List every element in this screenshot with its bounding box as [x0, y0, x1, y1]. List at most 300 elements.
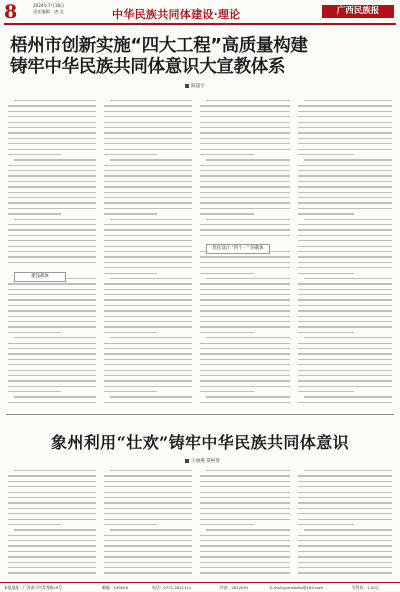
text-line [8, 181, 96, 182]
text-line [8, 251, 96, 252]
text-line [8, 402, 96, 403]
article2-column-2 [104, 470, 192, 578]
text-line [200, 486, 290, 487]
text-line [104, 289, 192, 290]
text-line [200, 267, 290, 268]
text-line [104, 202, 192, 203]
text-line [8, 143, 96, 144]
text-line [110, 337, 192, 338]
text-line [200, 567, 290, 568]
text-line [200, 138, 290, 139]
text-line [8, 572, 96, 573]
text-line [104, 556, 192, 557]
text-line [104, 567, 192, 568]
text-line [298, 154, 354, 155]
article2-byline [185, 458, 220, 464]
text-line [200, 235, 290, 236]
byline-square-icon [185, 459, 189, 463]
text-line [200, 497, 290, 498]
text-line [8, 165, 96, 166]
text-line [8, 475, 96, 476]
text-line [200, 122, 290, 123]
text-line [206, 159, 290, 160]
subhead-box: 优化设计 “四个一” 的载体 [206, 244, 270, 254]
text-line [8, 127, 96, 128]
text-line [8, 235, 96, 236]
text-line [8, 359, 96, 360]
text-line [298, 192, 392, 193]
text-line [298, 348, 392, 349]
text-line [200, 343, 290, 344]
text-line [104, 343, 192, 344]
text-line [104, 364, 192, 365]
text-line [8, 332, 61, 333]
text-line [298, 299, 392, 300]
text-line [298, 524, 354, 525]
text-line [298, 235, 392, 236]
text-line [8, 519, 96, 520]
text-line [14, 100, 96, 101]
text-line [104, 283, 192, 284]
text-line [104, 513, 192, 514]
text-line [104, 235, 192, 236]
text-line [200, 289, 290, 290]
text-line [200, 535, 290, 536]
text-line [298, 486, 392, 487]
text-line [200, 229, 290, 230]
text-line [298, 370, 392, 371]
text-line [200, 127, 290, 128]
text-line [8, 497, 96, 498]
text-line [14, 219, 96, 220]
text-line [298, 375, 392, 376]
text-line [304, 470, 392, 471]
text-line [200, 186, 290, 187]
text-line [8, 348, 96, 349]
text-line [298, 567, 392, 568]
text-line [200, 256, 290, 257]
text-line [298, 127, 392, 128]
text-line [298, 175, 392, 176]
text-line [298, 540, 392, 541]
text-line [206, 100, 290, 101]
text-line [110, 278, 192, 279]
text-line [298, 519, 392, 520]
text-line [104, 370, 192, 371]
text-line [104, 213, 157, 214]
text-line [8, 105, 96, 106]
text-line [8, 208, 96, 209]
text-line [200, 572, 290, 573]
text-line [298, 105, 392, 106]
text-line [8, 122, 96, 123]
text-line [8, 246, 96, 247]
text-line [298, 343, 392, 344]
text-line [200, 380, 290, 381]
footer-phone: 电话：0771-2811111 [152, 585, 192, 590]
text-line [104, 186, 192, 187]
text-line [298, 316, 392, 317]
text-line [298, 224, 392, 225]
text-line [14, 159, 96, 160]
text-line [104, 492, 192, 493]
text-line [200, 359, 290, 360]
masthead [0, 0, 400, 24]
text-line [8, 310, 96, 311]
text-line [200, 545, 290, 546]
text-line [200, 502, 290, 503]
text-line [200, 402, 290, 403]
editor-line: 责任编辑：唐 北 [33, 9, 64, 14]
text-line [104, 508, 192, 509]
page-number: 8 [4, 1, 18, 23]
text-line [104, 197, 192, 198]
text-line [200, 149, 290, 150]
text-line [8, 186, 96, 187]
text-line [298, 256, 392, 257]
text-line [104, 391, 157, 392]
text-line [298, 122, 392, 123]
text-line [104, 229, 192, 230]
section-title: 中华民族共同体建设·理论 [112, 8, 241, 21]
footer-price: 零售价：1.00元 [352, 585, 380, 590]
text-line [200, 519, 290, 520]
text-line [298, 513, 392, 514]
text-line [298, 364, 392, 365]
text-line [298, 111, 392, 112]
article1-column-1 [8, 100, 96, 407]
text-line [298, 391, 354, 392]
text-line [104, 224, 192, 225]
text-line [200, 213, 254, 214]
text-line [298, 321, 392, 322]
text-line [200, 165, 290, 166]
text-line [104, 562, 192, 563]
text-line [104, 267, 192, 268]
text-line [8, 386, 96, 387]
text-line [298, 481, 392, 482]
text-line [8, 502, 96, 503]
byline-text: 王丽燕 覃柯誉 [191, 459, 221, 464]
text-line [298, 138, 392, 139]
text-line [200, 332, 254, 333]
text-line [200, 326, 290, 327]
text-line [200, 294, 290, 295]
text-line [8, 370, 96, 371]
text-line [200, 481, 290, 482]
footer-fax: 传真：2622291 [220, 585, 249, 590]
text-line [200, 375, 290, 376]
text-line [8, 138, 96, 139]
text-line [298, 251, 392, 252]
text-line [298, 535, 392, 536]
text-line [298, 186, 392, 187]
text-line [298, 202, 392, 203]
text-line [298, 545, 392, 546]
text-line [104, 132, 192, 133]
text-line [104, 310, 192, 311]
article2-column-4 [298, 470, 392, 578]
text-line [14, 337, 96, 338]
text-line [104, 294, 192, 295]
text-line [298, 229, 392, 230]
text-line [298, 240, 392, 241]
text-line [104, 572, 192, 573]
text-line [298, 380, 392, 381]
text-line [206, 219, 290, 220]
text-line [104, 502, 192, 503]
text-line [298, 572, 392, 573]
text-line [298, 326, 392, 327]
text-line [8, 508, 96, 509]
text-line [8, 486, 96, 487]
text-line [298, 273, 354, 274]
text-line [104, 143, 192, 144]
text-line [8, 391, 61, 392]
text-line [104, 154, 157, 155]
text-line [200, 111, 290, 112]
text-line [110, 470, 192, 471]
text-line [104, 540, 192, 541]
text-line [14, 529, 96, 530]
text-line [8, 224, 96, 225]
text-line [104, 551, 192, 552]
text-line [200, 492, 290, 493]
text-line [8, 545, 96, 546]
text-line [298, 386, 392, 387]
text-line [298, 246, 392, 247]
text-line [298, 502, 392, 503]
text-line [8, 316, 96, 317]
text-line [200, 370, 290, 371]
text-line [104, 375, 192, 376]
text-line [200, 273, 254, 274]
text-line [8, 149, 96, 150]
text-line [104, 348, 192, 349]
text-line [298, 267, 392, 268]
text-line [8, 240, 96, 241]
text-line [14, 470, 96, 471]
text-line [8, 567, 96, 568]
text-line [200, 321, 290, 322]
text-line [200, 262, 290, 263]
text-line [104, 326, 192, 327]
text-line [104, 149, 192, 150]
article-separator [6, 414, 394, 415]
text-line [8, 262, 96, 263]
text-line [8, 294, 96, 295]
text-line [104, 316, 192, 317]
text-line [200, 181, 290, 182]
text-line [298, 492, 392, 493]
text-line [298, 197, 392, 198]
text-line [304, 396, 392, 397]
text-line [8, 513, 96, 514]
subhead-box: 建设载体 [14, 272, 66, 282]
text-line [298, 562, 392, 563]
text-line [298, 332, 354, 333]
text-line [8, 175, 96, 176]
text-line [298, 143, 392, 144]
text-line [298, 353, 392, 354]
text-line [104, 535, 192, 536]
text-line [206, 337, 290, 338]
article1-byline [185, 83, 205, 89]
text-line [8, 492, 96, 493]
text-line [8, 540, 96, 541]
text-line [298, 359, 392, 360]
text-line [8, 116, 96, 117]
text-line [104, 305, 192, 306]
text-line [200, 132, 290, 133]
text-line [200, 551, 290, 552]
text-line [200, 310, 290, 311]
text-line [104, 116, 192, 117]
text-line [104, 127, 192, 128]
text-line [104, 251, 192, 252]
text-line [200, 224, 290, 225]
text-line [8, 551, 96, 552]
text-line [110, 219, 192, 220]
article1-column-2 [104, 100, 192, 407]
footer-email: E-mail:gxmzbshb@163.com [270, 585, 324, 590]
text-line [8, 364, 96, 365]
text-line [8, 197, 96, 198]
text-line [304, 278, 392, 279]
text-line [8, 535, 96, 536]
text-line [298, 289, 392, 290]
text-line [8, 353, 96, 354]
text-line [8, 229, 96, 230]
text-line [110, 159, 192, 160]
text-line [298, 475, 392, 476]
text-line [298, 508, 392, 509]
text-line [304, 529, 392, 530]
text-line [200, 316, 290, 317]
text-line [104, 402, 192, 403]
text-line [298, 305, 392, 306]
issue-date: 2024年7月18日 [33, 3, 65, 8]
text-line [104, 386, 192, 387]
text-line [298, 165, 392, 166]
text-line [104, 273, 157, 274]
text-line [104, 359, 192, 360]
text-line [104, 170, 192, 171]
article1-headline [10, 36, 390, 78]
text-line [200, 143, 290, 144]
text-line [8, 202, 96, 203]
text-line [104, 545, 192, 546]
text-line [104, 321, 192, 322]
text-line [104, 165, 192, 166]
text-line [8, 305, 96, 306]
text-line [104, 111, 192, 112]
text-line [8, 556, 96, 557]
text-line [200, 170, 290, 171]
text-line [8, 299, 96, 300]
text-line [200, 386, 290, 387]
text-line [104, 519, 192, 520]
text-line [200, 192, 290, 193]
text-line [200, 116, 290, 117]
text-line [8, 326, 96, 327]
text-line [298, 262, 392, 263]
text-line [8, 132, 96, 133]
text-line [298, 556, 392, 557]
text-line [104, 299, 192, 300]
text-line [14, 396, 96, 397]
text-line [200, 175, 290, 176]
text-line [104, 122, 192, 123]
text-line [298, 181, 392, 182]
text-line [298, 132, 392, 133]
text-line [110, 100, 192, 101]
text-line [206, 529, 290, 530]
text-line [104, 262, 192, 263]
header-rule [4, 23, 396, 25]
headline1-line1: 梧州市创新实施“四大工程”高质量构建 [10, 36, 308, 56]
text-line [200, 202, 290, 203]
text-line [8, 289, 96, 290]
issue-meta [33, 3, 64, 15]
text-line [8, 321, 96, 322]
article2-column-1 [8, 470, 96, 578]
article2-column-3 [200, 470, 290, 578]
text-line [200, 299, 290, 300]
text-line [200, 208, 290, 209]
text-line [8, 343, 96, 344]
text-line [104, 481, 192, 482]
text-line [104, 208, 192, 209]
text-line [8, 562, 96, 563]
text-line [104, 246, 192, 247]
text-line [104, 380, 192, 381]
text-line [200, 513, 290, 514]
text-line [110, 529, 192, 530]
text-line [104, 138, 192, 139]
text-line [8, 192, 96, 193]
text-line [200, 154, 254, 155]
text-line [8, 154, 61, 155]
text-line [298, 497, 392, 498]
text-line [104, 486, 192, 487]
text-line [298, 283, 392, 284]
text-line [298, 213, 354, 214]
text-line [8, 256, 96, 257]
text-line [200, 283, 290, 284]
text-line [304, 337, 392, 338]
text-line [298, 294, 392, 295]
text-line [298, 170, 392, 171]
byline-text: 陈超宇 [191, 84, 205, 89]
text-line [304, 100, 392, 101]
text-line [104, 175, 192, 176]
text-line [104, 240, 192, 241]
text-line [104, 497, 192, 498]
text-line [206, 470, 290, 471]
article2-headline: 象州利用“壮欢”铸牢中华民族共同体意识 [50, 433, 349, 452]
text-line [104, 353, 192, 354]
text-line [200, 508, 290, 509]
text-line [304, 219, 392, 220]
text-line [200, 348, 290, 349]
byline-square-icon [185, 84, 189, 88]
text-line [200, 391, 254, 392]
text-line [298, 116, 392, 117]
text-line [298, 208, 392, 209]
newspaper-brand: 广西民族报 [322, 5, 394, 18]
text-line [200, 475, 290, 476]
